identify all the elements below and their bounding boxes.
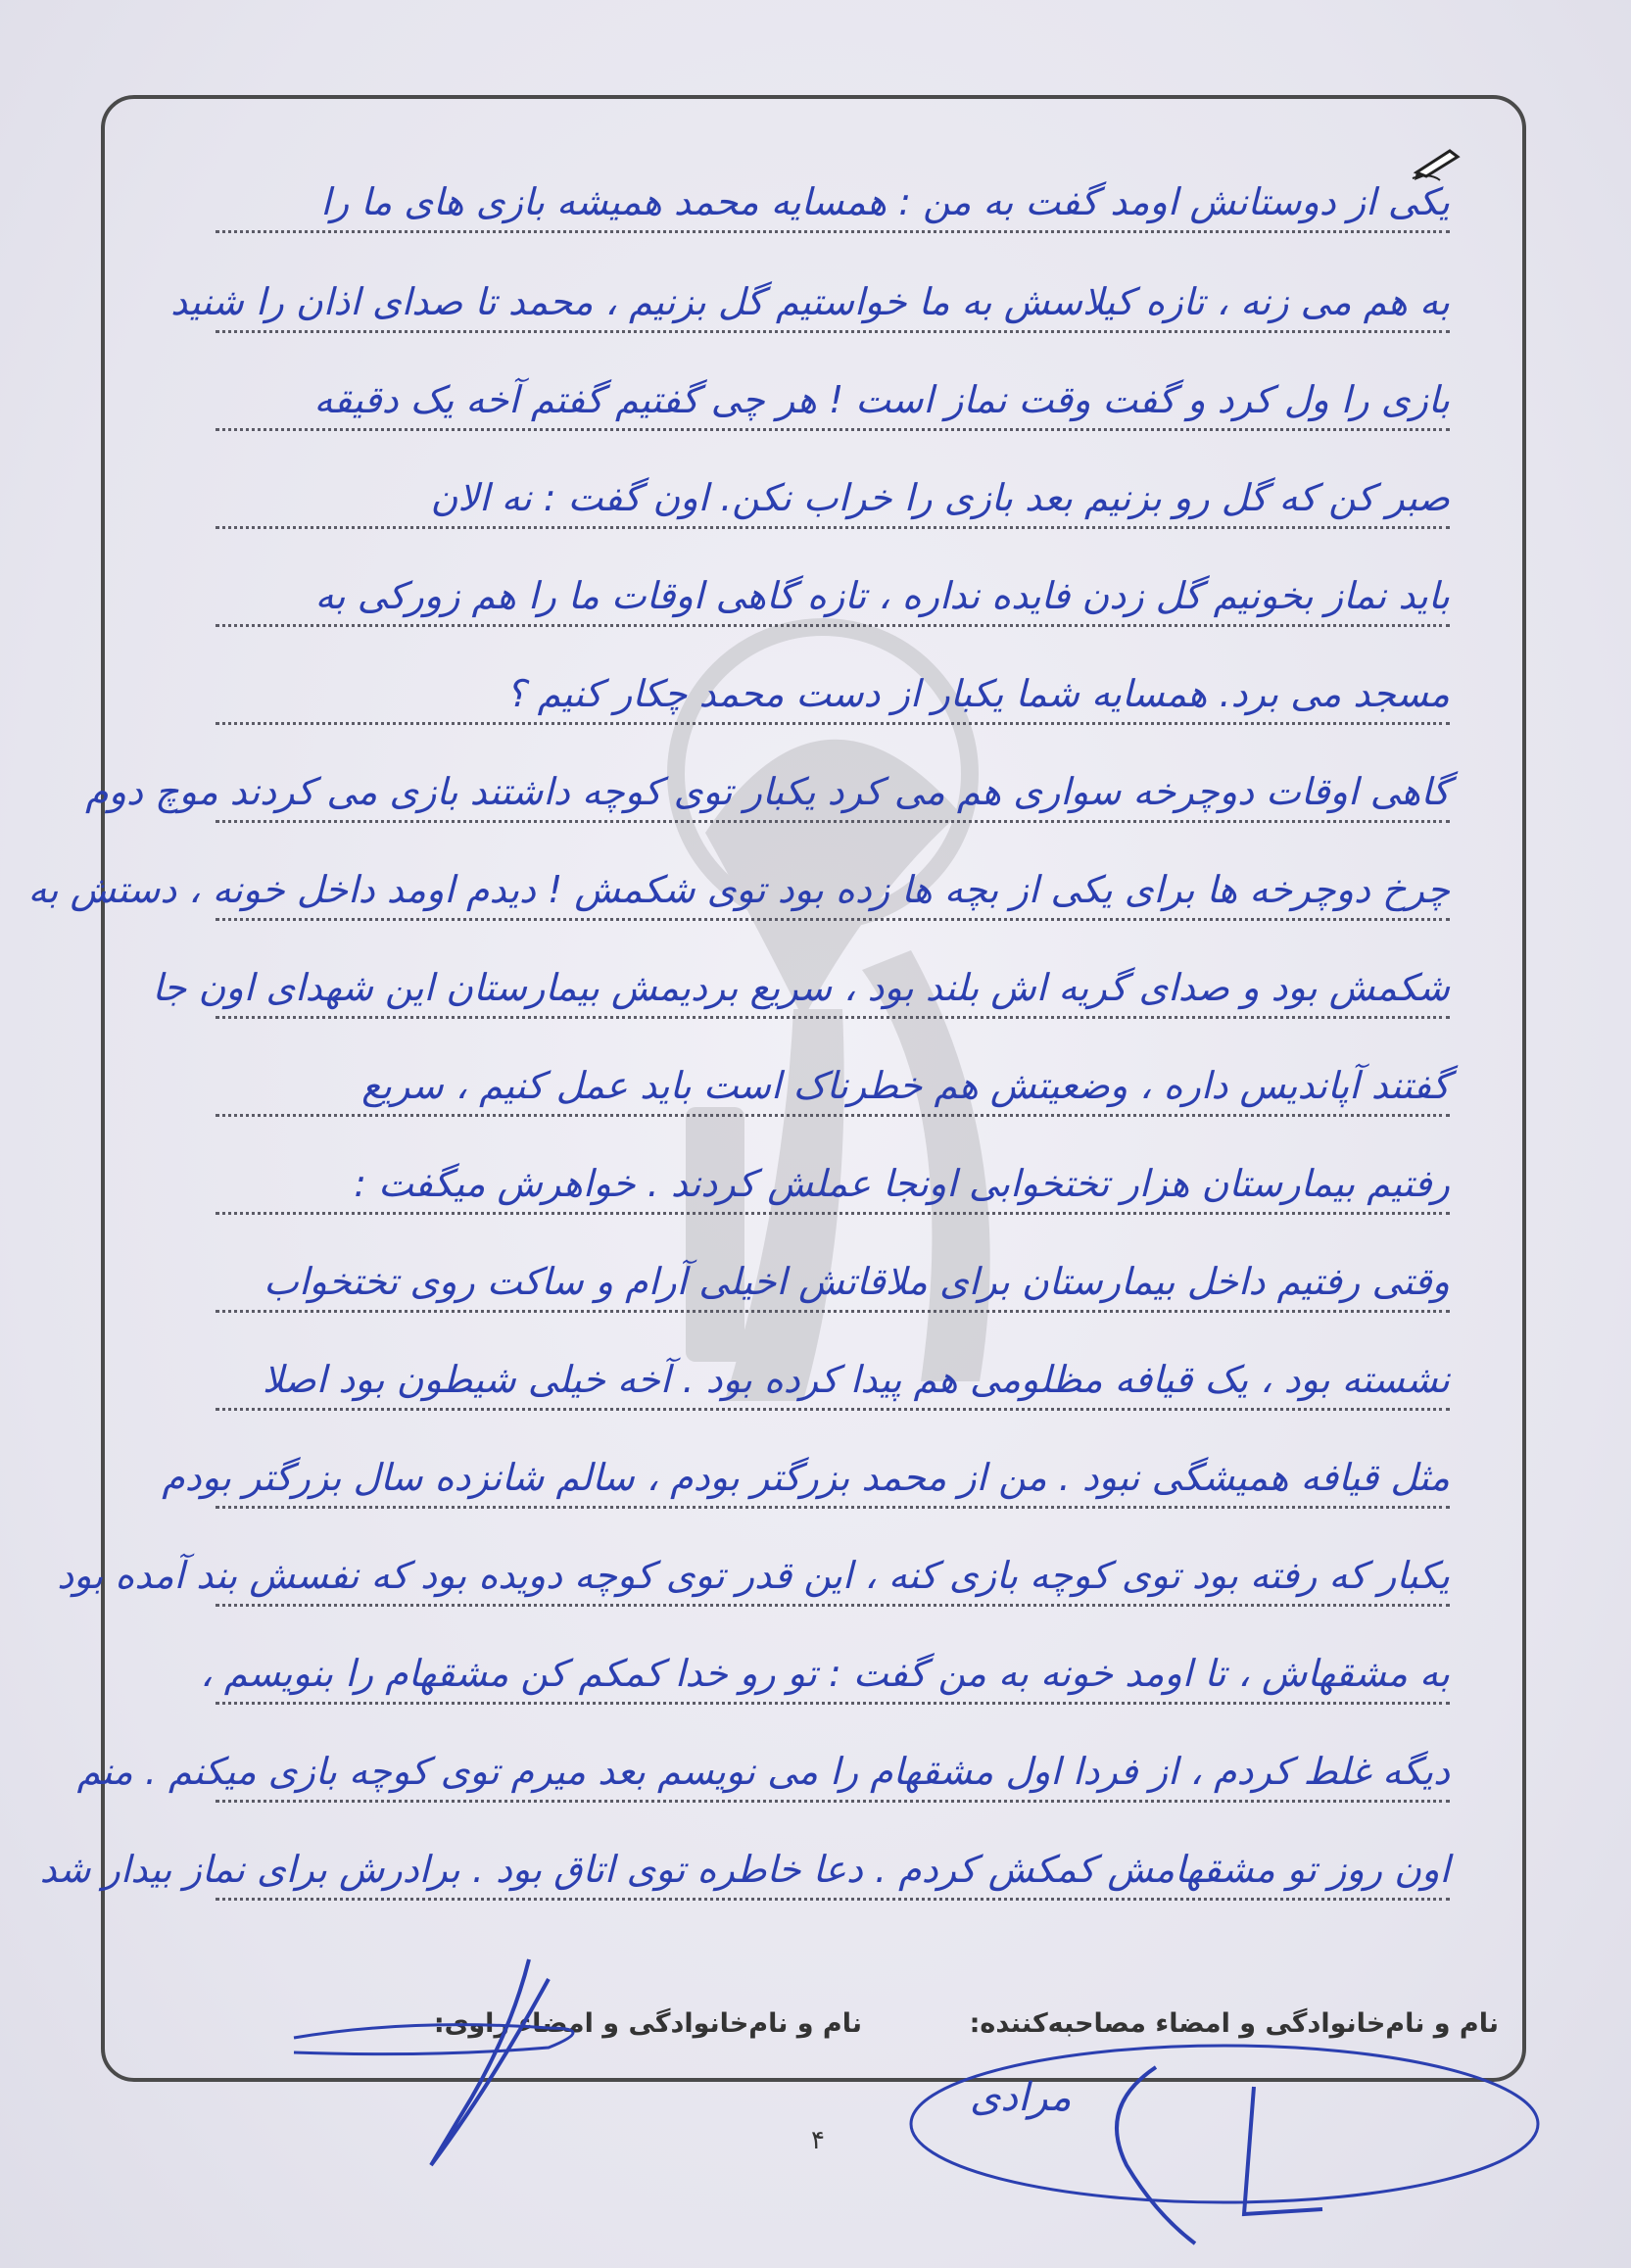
signature-name: مرادی [970, 2075, 1072, 2120]
text-line: مسجد می برد. همسایه شما یکبار از دست محمد چکار کنیم ؟ [216, 639, 1450, 737]
text-line: مثل قیافه همیشگی نبود . من از محمد بزرگتر بودم ، سالم شانزده سال بزرگتر بودم [216, 1423, 1450, 1520]
page-number: ۴ [811, 2126, 825, 2155]
text-line: اون روز تو مشقهامش کمکش کردم . دعا خاطره توی اتاق بود . برادرش برای نماز بیدار شد [216, 1814, 1450, 1912]
text-line: رفتیم بیمارستان هزار تختخوابی اونجا عملش کردند . خواهرش میگفت : [216, 1129, 1450, 1227]
text-line: یکبار که رفته بود توی کوچه بازی کنه ، این قدر توی کوچه دویده بود که نفسش بند آمده بود [216, 1520, 1450, 1618]
handwritten-body [27, 147, 1509, 1989]
text-line: شکمش بود و صدای گریه اش بلند بود ، سریع بردیمش بیمارستان این شهدای اون جا [216, 933, 1450, 1031]
text-line: یکی از دوستانش اومد گفت به من : همسایه محمد همیشه بازی های ما را [216, 147, 1450, 245]
signature-footer [294, 1999, 1518, 2057]
text-line: به هم می زنه ، تازه کیلاسش به ما خواستیم گل بزنیم ، محمد تا صدای اذان را شنید [216, 247, 1450, 345]
interviewer-signature-label: نام و نام‌خانوادگی و امضاء مصاحبه‌کننده: [969, 2008, 1499, 2039]
text-line: چرخ دوچرخه ها برای یکی از بچه ها زده بود توی شکمش ! دیدم اومد داخل خونه ، دستش به [216, 835, 1450, 933]
text-line: گفتند آپاندیس داره ، وضعیتش هم خطرناک است باید عمل کنیم ، سریع [216, 1031, 1450, 1129]
text-line: بازی را ول کرد و گفت وقت نماز است ! هر چی گفتیم گفتم آخه یک دقیقه [216, 345, 1450, 443]
text-line: نشسته بود ، یک قیافه مظلومی هم پیدا کرده بود . آخه خیلی شیطون بود اصلا [216, 1325, 1450, 1423]
text-line: دیگه غلط کردم ، از فردا اول مشقهام را می نویسم بعد میرم توی کوچه بازی میکنم . منم [216, 1716, 1450, 1814]
text-line: وقتی رفتیم داخل بیمارستان برای ملاقاتش اخیلی آرام و ساکت روی تختخواب [216, 1227, 1450, 1325]
text-line: به مشقهاش ، تا اومد خونه به من گفت : تو رو خدا کمکم کن مشقهام را بنویسم ، [216, 1618, 1450, 1716]
narrator-signature-label: نام و نام‌خانوادگی و امضاء راوی: [433, 2008, 862, 2039]
text-line: گاهی اوقات دوچرخه سواری هم می کرد یکبار توی کوچه داشتند بازی می کردند موچ دوم [216, 737, 1450, 835]
text-line: صبر کن که گل رو بزنیم بعد بازی را خراب نکن. اون گفت : نه الان [216, 443, 1450, 541]
text-line: باید نماز بخونیم گل زدن فایده نداره ، تازه گاهی اوقات ما را هم زورکی به [216, 541, 1450, 639]
